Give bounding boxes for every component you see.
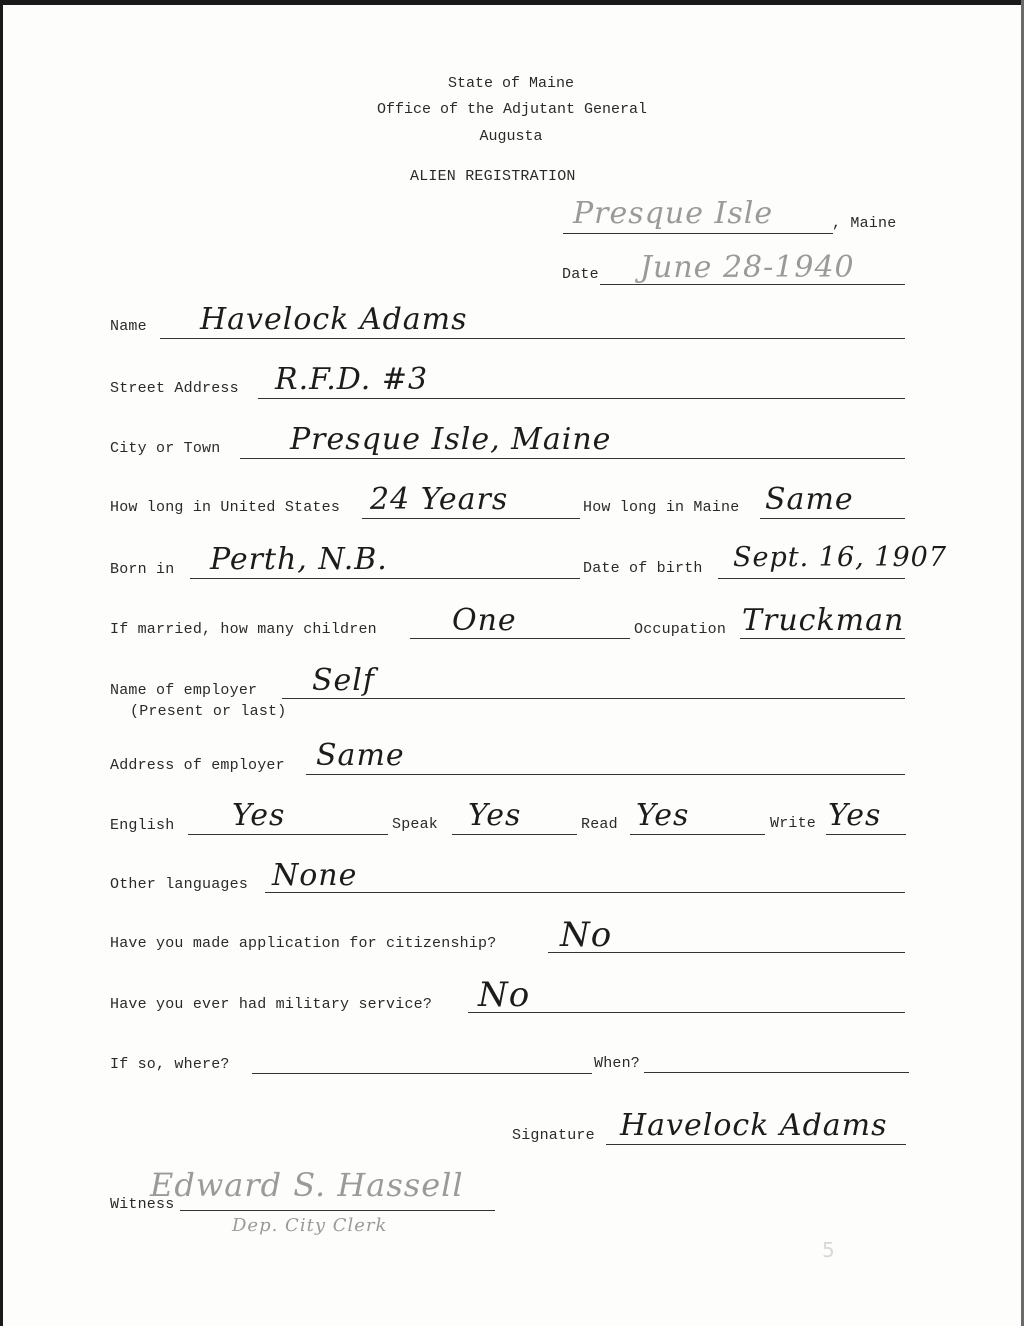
scan-edge-top	[0, 0, 1024, 5]
years-maine-line	[760, 518, 905, 519]
date-entry: June 28-1940	[640, 250, 855, 285]
children-entry: One	[452, 603, 517, 638]
city-line	[240, 458, 905, 459]
signature-entry: Havelock Adams	[620, 1108, 888, 1143]
where-line	[252, 1073, 592, 1074]
signature-line	[606, 1144, 906, 1145]
other-languages-label: Other languages	[110, 876, 249, 893]
street-line	[258, 398, 905, 399]
write-line	[826, 834, 906, 835]
header-state: State of Maine	[447, 75, 575, 92]
occupation-line	[740, 638, 905, 639]
read-line	[630, 834, 765, 835]
years-maine-entry: Same	[765, 482, 854, 517]
years-us-entry: 24 Years	[370, 482, 509, 517]
other-languages-line	[265, 892, 905, 893]
occupation-label: Occupation	[634, 621, 727, 638]
write-entry: Yes	[828, 798, 882, 833]
header-city: Augusta	[479, 128, 543, 145]
name-label: Name	[110, 318, 147, 335]
employer-address-entry: Same	[316, 738, 405, 773]
when-label: When?	[594, 1055, 641, 1072]
faded-stamp: 5	[822, 1238, 835, 1262]
employer-entry: Self	[312, 663, 376, 698]
years-us-line	[362, 518, 580, 519]
english-label: English	[110, 817, 175, 834]
citizenship-entry: No	[560, 915, 613, 955]
employer-line	[282, 698, 905, 699]
read-label: Read	[581, 816, 618, 833]
header-office: Office of the Adjutant General	[376, 101, 648, 118]
witness-title-entry: Dep. City Clerk	[232, 1215, 388, 1236]
form-title: ALIEN REGISTRATION	[410, 168, 576, 185]
place-suffix: , Maine	[832, 215, 897, 232]
born-line	[190, 578, 580, 579]
occupation-entry: Truckman	[742, 603, 905, 638]
write-label: Write	[770, 815, 817, 832]
born-entry: Perth, N.B.	[210, 542, 388, 577]
signature-label: Signature	[512, 1127, 595, 1144]
dob-entry: Sept. 16, 1907	[733, 542, 948, 573]
employer-label: Name of employer	[110, 682, 258, 699]
children-line	[410, 638, 630, 639]
witness-entry: Edward S. Hassell	[150, 1166, 464, 1204]
place-line	[563, 233, 833, 234]
other-languages-entry: None	[272, 858, 358, 893]
dob-line	[718, 578, 905, 579]
children-label: If married, how many children	[110, 621, 377, 638]
city-entry: Presque Isle, Maine	[290, 422, 612, 457]
employer-address-label: Address of employer	[110, 757, 285, 774]
place-entry: Presque Isle	[573, 196, 774, 231]
read-entry: Yes	[636, 798, 690, 833]
street-entry: R.F.D. #3	[275, 362, 429, 397]
scan-edge-left	[0, 0, 3, 1326]
date-label: Date	[562, 266, 599, 283]
citizenship-label: Have you made application for citizenship?	[110, 935, 497, 952]
english-line	[188, 834, 388, 835]
dob-label: Date of birth	[583, 560, 703, 577]
english-entry: Yes	[232, 798, 286, 833]
employer-address-line	[306, 774, 905, 775]
when-line	[644, 1072, 909, 1073]
witness-line	[180, 1210, 495, 1211]
years-us-label: How long in United States	[110, 499, 341, 516]
speak-line	[452, 834, 577, 835]
name-entry: Havelock Adams	[200, 302, 468, 337]
city-label: City or Town	[110, 440, 221, 457]
military-label: Have you ever had military service?	[110, 996, 433, 1013]
speak-label: Speak	[392, 816, 439, 833]
name-line	[160, 338, 905, 339]
where-label: If so, where?	[110, 1056, 230, 1073]
military-entry: No	[478, 975, 531, 1015]
street-label: Street Address	[110, 380, 239, 397]
born-label: Born in	[110, 561, 175, 578]
employer-sublabel: (Present or last)	[130, 703, 287, 720]
years-maine-label: How long in Maine	[583, 499, 740, 516]
witness-label: Witness	[110, 1196, 175, 1213]
speak-entry: Yes	[468, 798, 522, 833]
military-line	[468, 1012, 905, 1013]
